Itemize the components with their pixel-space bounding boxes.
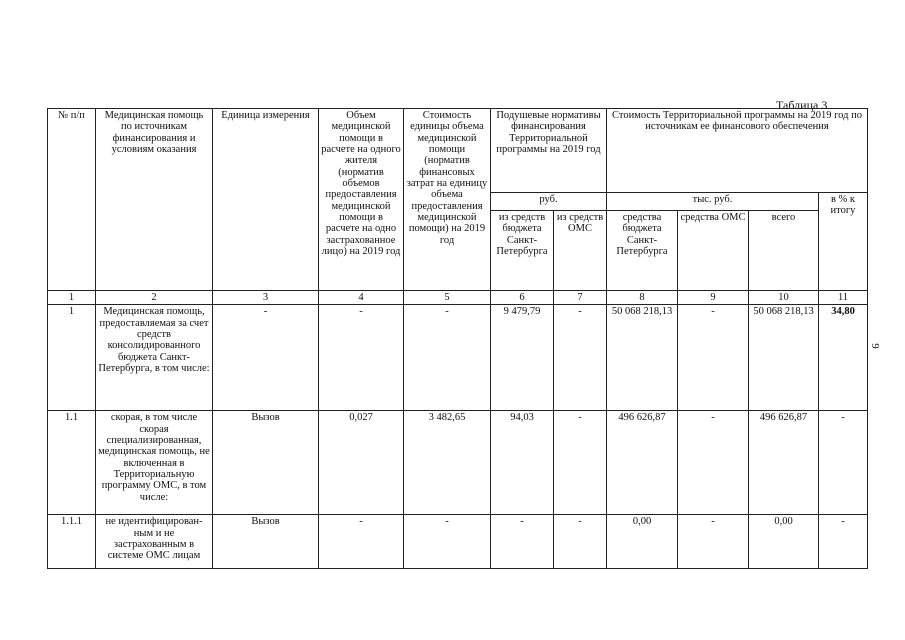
table-row (48, 305, 868, 411)
header-thousand-rub: тыс. руб. (607, 193, 819, 211)
financing-table (47, 108, 868, 569)
row-per-capita-budget: 9 479,79 (491, 305, 554, 411)
column-number: 10 (749, 291, 819, 305)
row-per-capita-oms: - (554, 515, 607, 569)
row-unit: - (213, 305, 319, 411)
column-number: 5 (404, 291, 491, 305)
row-num: 1 (48, 305, 96, 411)
header-funds-budget-spb: средства бюджета Санкт-Петербурга (607, 211, 678, 291)
row-budget: 0,00 (607, 515, 678, 569)
row-name: скорая, в том числе скорая специализированная, медицинская помощь, не включенная в Территориальную программу ОМС, в том числе: (96, 411, 213, 515)
row-volume: - (319, 515, 404, 569)
row-cost: 3 482,65 (404, 411, 491, 515)
column-number: 3 (213, 291, 319, 305)
column-number: 11 (819, 291, 868, 305)
header-funds-oms: средства ОМС (678, 211, 749, 291)
column-number: 2 (96, 291, 213, 305)
header-program-cost: Стоимость Территориальной программы на 2019 год по источникам ее финансового обеспечения (607, 109, 868, 193)
row-num: 1.1.1 (48, 515, 96, 569)
row-unit: Вызов (213, 411, 319, 515)
header-total: всего (749, 211, 819, 291)
row-volume: 0,027 (319, 411, 404, 515)
header-cost: Стоимость единицы объема медицинской помощи (норматив финансовых затрат на единицу объема предоставления медицинской помощи) на 2019 год (404, 109, 491, 291)
row-oms: - (678, 305, 749, 411)
row-num: 1.1 (48, 411, 96, 515)
row-per-capita-budget: 94,03 (491, 411, 554, 515)
header-percent: в % к итогу (819, 193, 868, 291)
row-per-capita-budget: - (491, 515, 554, 569)
row-total: 50 068 218,13 (749, 305, 819, 411)
header-budget-spb: из средств бюджета Санкт-Петербурга (491, 211, 554, 291)
column-number: 4 (319, 291, 404, 305)
row-per-capita-oms: - (554, 305, 607, 411)
row-unit: Вызов (213, 515, 319, 569)
row-percent: - (819, 411, 868, 515)
header-rub: руб. (491, 193, 607, 211)
page-number: 9 (868, 343, 881, 349)
header-per-capita: Подушевые нормативы финансирования Территориальной программы на 2019 год (491, 109, 607, 193)
column-number: 7 (554, 291, 607, 305)
row-percent: - (819, 515, 868, 569)
row-cost: - (404, 515, 491, 569)
table-row (48, 411, 868, 515)
row-budget: 496 626,87 (607, 411, 678, 515)
row-total: 496 626,87 (749, 411, 819, 515)
column-number: 6 (491, 291, 554, 305)
column-number: 1 (48, 291, 96, 305)
header-num: № п/п (48, 109, 96, 291)
column-number: 8 (607, 291, 678, 305)
row-volume: - (319, 305, 404, 411)
row-cost: - (404, 305, 491, 411)
row-oms: - (678, 515, 749, 569)
row-percent: 34,80 (819, 305, 868, 411)
row-oms: - (678, 411, 749, 515)
header-volume: Объем медицинской помощи в расчете на одного жителя (норматив объемов предоставления медицинской помощи в расчете на одно застрахованное лицо) на 2019 год (319, 109, 404, 291)
column-number: 9 (678, 291, 749, 305)
row-name: не идентифицирован-ным и не застрахованным в системе ОМС лицам (96, 515, 213, 569)
row-total: 0,00 (749, 515, 819, 569)
column-number-row (48, 291, 868, 305)
row-budget: 50 068 218,13 (607, 305, 678, 411)
table-caption: Таблица 3 (776, 98, 828, 112)
header-unit: Единица измерения (213, 109, 319, 291)
table-row (48, 515, 868, 569)
header-care: Медицинская помощь по источникам финансирования и условиям оказания (96, 109, 213, 291)
header-from-oms: из средств ОМС (554, 211, 607, 291)
row-name: Медицинская помощь, предоставляемая за счет средств консолидированного бюджета Санкт-Петербурга, в том числе: (96, 305, 213, 411)
row-per-capita-oms: - (554, 411, 607, 515)
